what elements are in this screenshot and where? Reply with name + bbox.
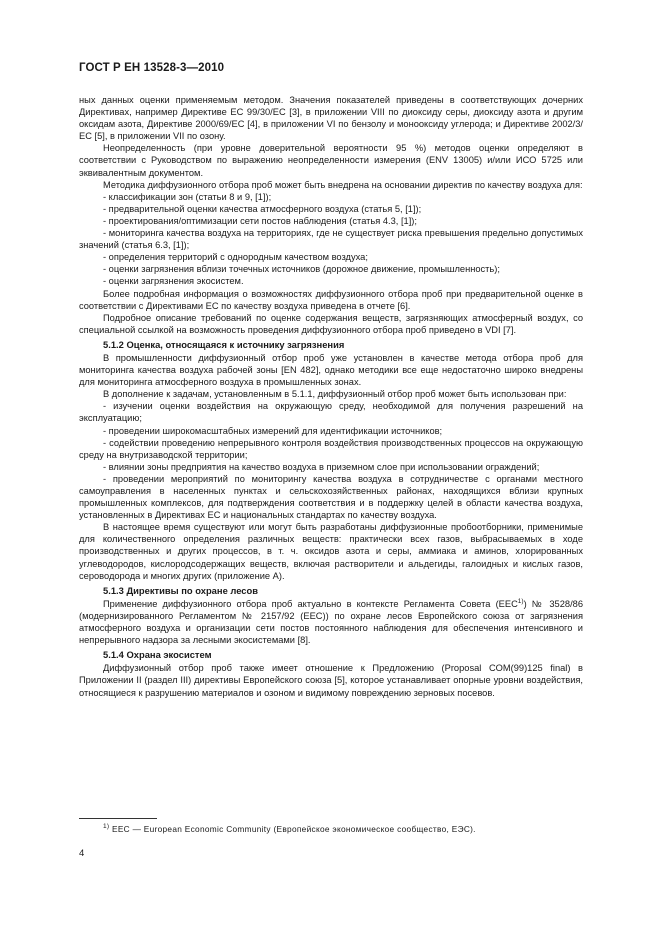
paragraph: Неопределенность (при уровне доверительной вероятности 95 %) методов оценки определяют в соответствии с Руководством по выражению неопределенности измерения (ENV 13005) и/или ИСО 5725 или эквивалентным документом. xyxy=(79,143,583,178)
paragraph-text: Применение диффузионного отбора проб актуально в контексте Регламента Совета (ЕЕС xyxy=(103,598,518,609)
footnote-reference: 1) xyxy=(517,597,524,605)
paragraph-text: ) № 3528/86 (модернизированного Регламентом № 2157/92 (ЕЕС)) по охране лесов Европейского союза от загрязнения атмосферного воздуха и организации сети постов постоянного наблюдения для обеспечения интенсивного и непрерывного надзора за лесными экосистемами [8]. xyxy=(79,598,583,646)
list-item: - влиянии зоны предприятия на качество воздуха в приземном слое при использовании ограждений; xyxy=(103,461,540,472)
list-item: - определения территорий с однородным качеством воздуха; xyxy=(103,252,368,263)
footnote-divider xyxy=(79,818,157,819)
list-item: - предварительной оценки качества атмосферного воздуха (статья 5, [1]); xyxy=(103,203,422,214)
paragraph: В дополнение к задачам, установленным в 5.1.1, диффузионный отбор проб может быть использован при: xyxy=(103,389,567,400)
list-item: - классификации зон (статьи 8 и 9, [1]); xyxy=(103,191,272,202)
paragraph: В промышленности диффузионный отбор проб уже установлен в качестве метода отбора проб для мониторинга качества воздуха рабочей зоны [EN 482], однако методики все еще недостаточно широко внедрены для мониторинга атмосферного воздуха в промышленных зонах. xyxy=(79,352,583,388)
document-body xyxy=(79,94,583,699)
section-heading-5-1-4: 5.1.4 Охрана экосистем xyxy=(103,649,212,661)
list-item: - оценки загрязнения экосистем. xyxy=(103,276,244,287)
footnote-text: ЕЕС — European Economic Community (Европейское экономическое сообщество, ЕЭС). xyxy=(112,824,476,834)
list-item: - оценки загрязнения вблизи точечных источников (дорожное движение, промышленность); xyxy=(103,264,500,275)
footnote xyxy=(103,824,476,834)
document-header: ГОСТ Р ЕН 13528-3—2010 xyxy=(79,62,225,74)
list-item: - мониторинга качества воздуха на территориях, где не существует риска превышения предельно допустимых значений (статья 6.3, [1]); xyxy=(79,228,583,251)
paragraph: Методика диффузионного отбора проб может быть внедрена на основании директив по качеству воздуха для: xyxy=(103,179,583,190)
footnote-marker: 1) xyxy=(103,823,110,831)
list-item: - проведении мероприятий по мониторингу качества воздуха в сотрудничестве с органами местного самоуправления в населенных пунктах и сельскохозяйственных районах, находящихся вблизи крупных промышленных комплексов, для подтверждения соответствия и в поддержку целей в области качества воздуха, установленных в Директивах ЕС и национальных стандартах по качеству воздуха. xyxy=(79,473,583,521)
paragraph: ных данных оценки применяемым методом. Значения показателей приведены в соответствующих дочерних Директивах, например Директиве ЕС 99/30/ЕС [3], в приложении VIII по диоксиду серы, диоксиду азота и другим оксидам азота, Директиве 2000/69/ЕС [4], в приложении VI по бензолу и монооксиду углерода; и Директиве 2002/3/ЕС [5], в приложении VII по озону. xyxy=(79,95,583,142)
paragraph: В настоящее время существуют или могут быть разработаны диффузионные пробоотборники, применимые для количественного определения различных веществ: практически всех газов, выбрасываемых в ходе производственных и других процессов, в т. ч. оксидов азота и серы, аммиака и аминов, хлорированных углеводородов, кислородсодержащих веществ, включая растворители и альдегиды, галоидных и кислых газов, сероводорода и многих других (приложение А). xyxy=(79,522,583,581)
section-heading-5-1-2: 5.1.2 Оценка, относящаяся к источнику загрязнения xyxy=(103,338,345,350)
list-item: - проведении широкомасштабных измерений для идентификации источников; xyxy=(103,425,443,436)
paragraph: Более подробная информация о возможностях диффузионного отбора проб при предварительной оценке в соответствии с Директивами ЕС по качеству воздуха приведена в отчете [6]. xyxy=(79,288,583,311)
page-number: 4 xyxy=(79,848,85,859)
paragraph xyxy=(79,598,583,646)
paragraph: Подробное описание требований по оценке содержания веществ, загрязняющих атмосферный воздух, со специальной ссылкой на возможность проведения диффузионного отбора проб приведено в VDI [7]. xyxy=(79,312,583,335)
paragraph: Диффузионный отбор проб также имеет отношение к Предложению (Proposal COM(99)125 final) в Приложении II (раздел III) директивы Европейского союза [5], которое устанавливает опорные уровни воздействия, относящиеся к разрушению материалов и озоном и видимому повреждению зерновых посевов. xyxy=(79,663,583,698)
list-item: - проектирования/оптимизации сети постов наблюдения (статья 4.3, [1]); xyxy=(103,215,417,226)
list-item: - содействии проведению непрерывного контроля воздействия производственных процессов на окружающую среду на внутризаводской территории; xyxy=(79,437,583,460)
section-heading-5-1-3: 5.1.3 Директивы по охране лесов xyxy=(103,584,259,596)
list-item: - изучении оценки воздействия на окружающую среду, необходимой для получения разрешений на эксплуатацию; xyxy=(79,401,583,424)
